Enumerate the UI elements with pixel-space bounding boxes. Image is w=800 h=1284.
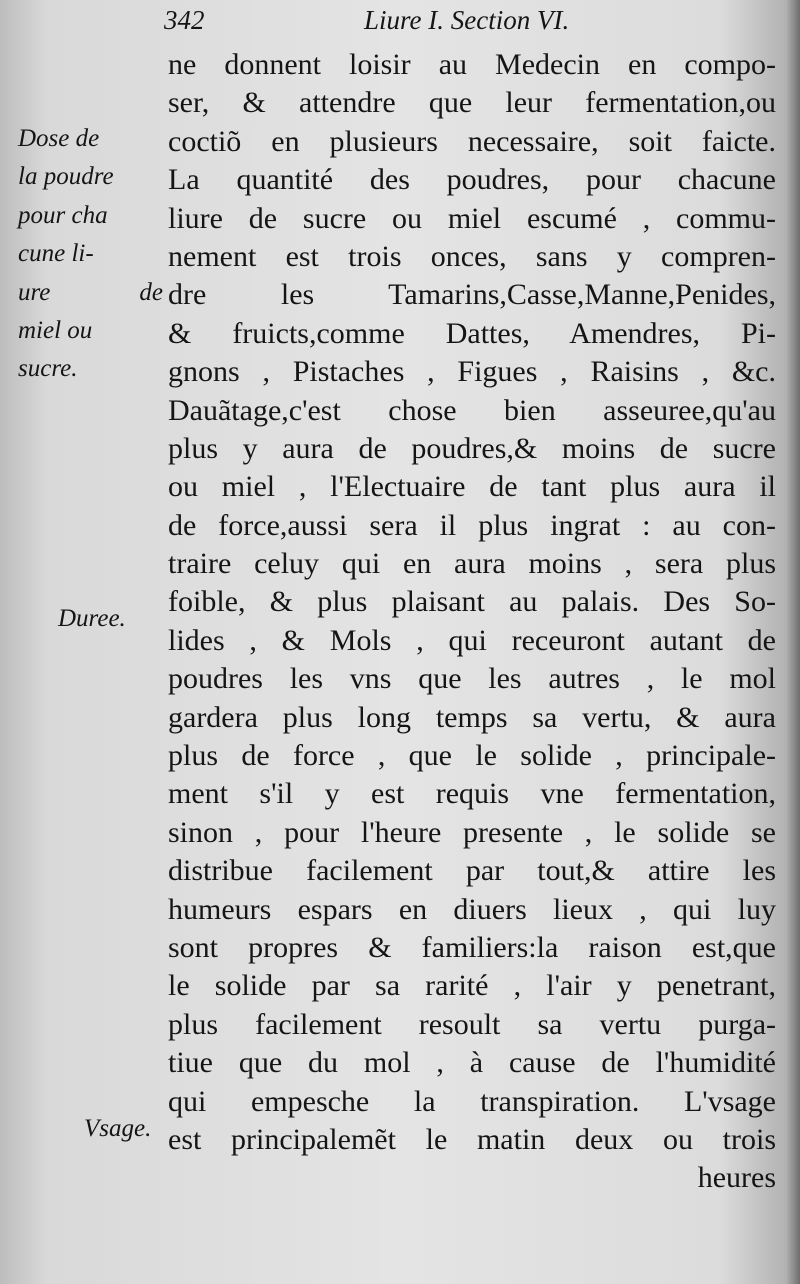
margin-notes <box>0 0 165 1284</box>
running-title: Liure I. Section VI. <box>364 5 570 35</box>
text-line: plus y aura de poudres,& moins de sucre <box>168 431 776 465</box>
text-line: lides , & Mols , qui receuront autant de <box>168 623 776 657</box>
margin-note-dose <box>18 120 163 389</box>
text-line: coctiõ en plusieurs necessaire, soit faicte. <box>168 124 776 158</box>
margin-note-line: pour cha <box>18 201 108 229</box>
text-line: distribue facilement par tout,& attire les <box>168 854 776 888</box>
text-line: Dauãtage,c'est chose bien asseuree,qu'au <box>168 393 776 427</box>
text-line: humeurs espars en diuers lieux , qui luy <box>168 892 776 926</box>
margin-note-line: Dose de <box>18 125 100 152</box>
text-line: le solide par sa rarité , l'air y penetrant, <box>168 969 776 1003</box>
text-line: plus de force , que le solide , principale- <box>168 739 776 773</box>
margin-note-line: cune li- <box>18 240 94 268</box>
text-line: est principalemẽt le matin deux ou trois <box>168 1122 776 1156</box>
text-line: poudres les vns que les autres , le mol <box>168 662 776 696</box>
text-line: ou miel , l'Electuaire de tant plus aura il <box>168 470 776 504</box>
text-line: tiue que du mol , à cause de l'humidité <box>168 1046 776 1080</box>
page-number: 342 <box>164 5 205 35</box>
text-line: dre les Tamarins,Casse,Manne,Penides, <box>168 278 776 312</box>
margin-note-line: la poudre <box>18 163 114 191</box>
text-line: traire celuy qui en aura moins , sera plus <box>168 547 776 581</box>
text-line: & fruicts,comme Dattes, Amendres, Pi- <box>168 316 776 350</box>
text-line: plus facilement resoult sa vertu purga- <box>168 1007 776 1041</box>
text-line: La quantité des poudres, pour chacune <box>168 163 776 197</box>
catchword: heures <box>697 1161 776 1195</box>
text-line: nement est trois onces, sans y compren- <box>168 239 776 273</box>
text-line: ne donnent loisir au Medecin en compo- <box>168 48 776 81</box>
text-line: qui empesche la transpiration. L'vsage <box>168 1084 776 1118</box>
text-line: sont propres & familiers:la raison est,que <box>168 930 776 964</box>
text-line: liure de sucre ou miel escumé , commu- <box>168 201 776 235</box>
margin-note-line: miel ou <box>18 316 93 344</box>
margin-note-duree <box>58 600 168 638</box>
margin-note-line: sucre. <box>18 355 78 383</box>
body-text <box>168 46 776 1198</box>
text-line: ment s'il y est requis vne fermentation, <box>168 777 776 811</box>
text-line: de force,aussi sera il plus ingrat : au con- <box>168 508 776 542</box>
text-line: ser, & attendre que leur fermentation,ou <box>168 86 776 120</box>
text-line: gnons , Pistaches , Figues , Raisins , &c. <box>168 355 776 389</box>
text-line: gardera plus long temps sa vertu, & aura <box>168 700 776 734</box>
margin-note-vsage <box>84 1110 174 1148</box>
margin-note-line: Vsage. <box>84 1115 152 1142</box>
page-edge-shadow <box>786 0 800 1284</box>
margin-note-line: Duree. <box>58 605 126 632</box>
running-header <box>150 2 640 38</box>
text-line: sinon , pour l'heure presente , le solide se <box>168 815 776 849</box>
text-line: foible, & plus plaisant au palais. Des So- <box>168 585 776 619</box>
margin-note-line: ure de <box>18 278 163 306</box>
